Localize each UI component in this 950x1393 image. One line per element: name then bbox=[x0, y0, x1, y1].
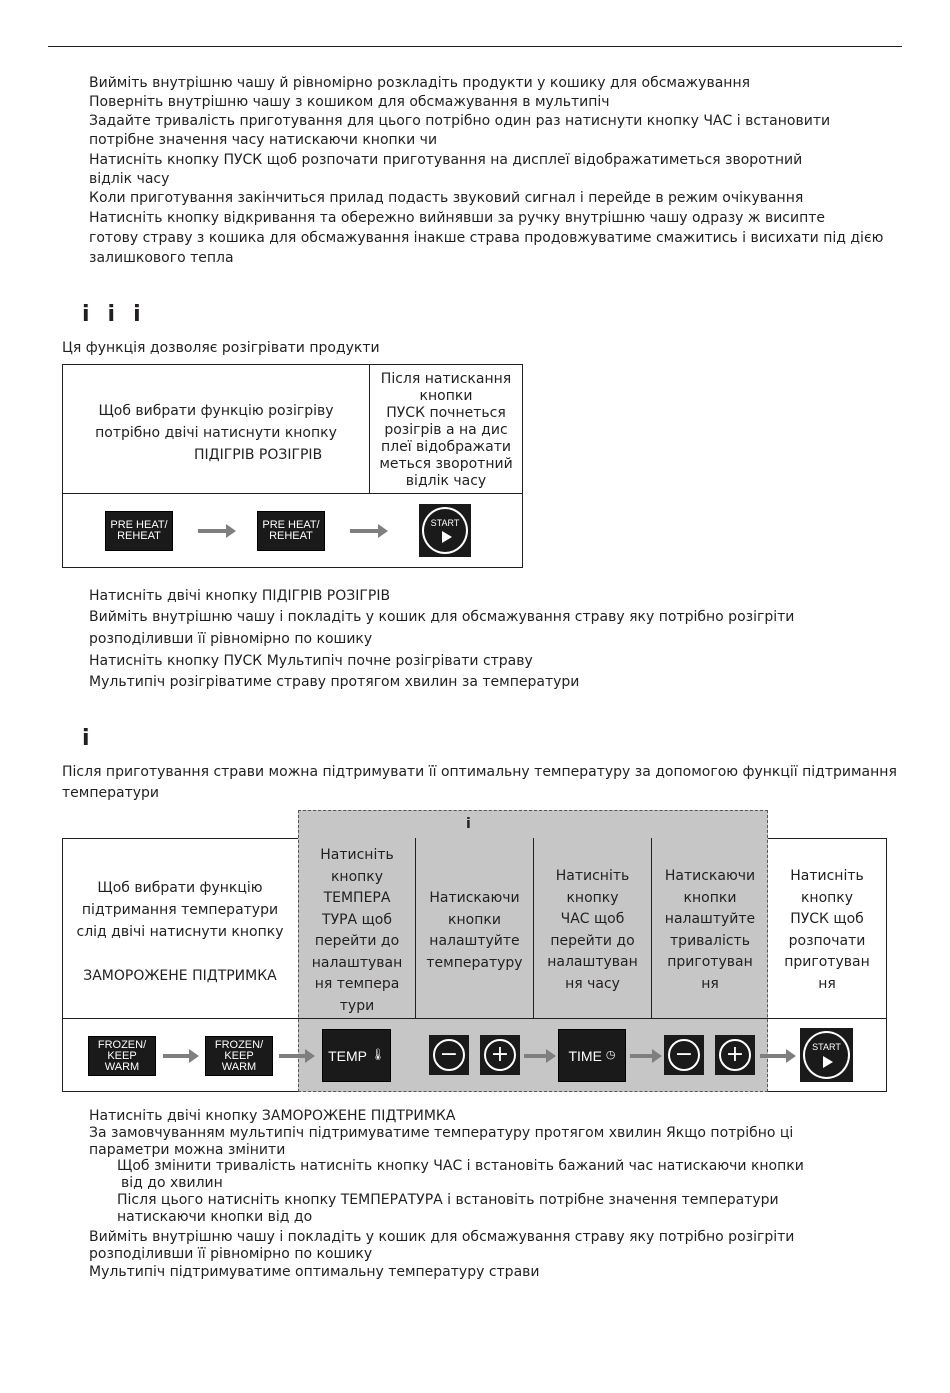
reheat-heading bbox=[82, 302, 159, 327]
text-line: тури bbox=[339, 997, 375, 1014]
button-label: TIME bbox=[568, 1047, 602, 1064]
text-line: налаштуйте bbox=[429, 933, 520, 949]
table-divider bbox=[62, 838, 298, 839]
text-line: Натисніть bbox=[320, 847, 394, 863]
step-line: Коли приготування закінчиться прилад подасть звуковий сигнал і перейде в режим очікування bbox=[89, 190, 804, 206]
step-line: Поверніть внутрішню чашу з кошиком для обсмажування в мультипіч bbox=[89, 94, 610, 110]
step-line: Задайте тривалість приготування для цього потрібно один раз натиснути кнопку ЧАС і встановити bbox=[89, 113, 831, 129]
minus-button[interactable] bbox=[664, 1035, 704, 1075]
step-line: параметри можна змінити bbox=[89, 1142, 286, 1158]
step-line: Мультипіч підтримуватиме оптимальну температуру страви bbox=[89, 1264, 540, 1280]
text-line: налаштуйте bbox=[664, 911, 756, 927]
text-line: розпочати bbox=[788, 932, 866, 949]
button-label: START bbox=[812, 1042, 841, 1053]
temp-adjust-instruction bbox=[416, 888, 533, 974]
text-line: ЗАМОРОЖЕНЕ ПІДТРИМКА bbox=[83, 968, 277, 984]
button-label: KEEP WARM bbox=[104, 1049, 140, 1073]
table-divider bbox=[62, 838, 63, 1092]
arrow-icon bbox=[760, 1049, 796, 1063]
arrow-icon bbox=[630, 1049, 662, 1063]
step-line: розподіливши її рівномірно по кошику bbox=[89, 631, 373, 647]
step-line: Натисніть кнопку ПУСК Мультипіч почне розігрівати страву bbox=[89, 653, 533, 669]
text-line: ЧАС щоб bbox=[560, 911, 625, 927]
temp-instruction bbox=[299, 845, 415, 1017]
time-adjust-instruction bbox=[652, 866, 768, 995]
preheat-reheat-button[interactable] bbox=[105, 511, 173, 551]
text-line: потрібно двічі натиснути кнопку bbox=[95, 425, 337, 441]
text-line: Щоб вибрати функцію bbox=[97, 880, 263, 896]
step-line: Щоб змінити тривалість натисніть кнопку ЧАС і встановіть бажаний час натискаючи кнопки bbox=[117, 1158, 804, 1174]
text-line: приготуван bbox=[667, 954, 753, 970]
text-line: ня темпера bbox=[314, 976, 400, 992]
text-line: Натискаючи bbox=[664, 868, 756, 884]
text-line: приготуван bbox=[784, 954, 870, 970]
text-line: кнопку bbox=[800, 889, 854, 906]
arrow-icon bbox=[524, 1049, 556, 1063]
keep-warm-intro: температури bbox=[62, 785, 159, 801]
step-line: натискаючи кнопки від до bbox=[117, 1209, 313, 1225]
play-icon bbox=[823, 1056, 833, 1068]
text-line: налаштуван bbox=[311, 954, 403, 971]
heading-char: і bbox=[82, 302, 90, 327]
step-line: Мультипіч розігріватиме страву протягом хвилин за температури bbox=[89, 674, 580, 690]
text-line: кнопки bbox=[419, 388, 473, 404]
table-divider bbox=[62, 1018, 887, 1019]
table-divider bbox=[886, 838, 887, 1092]
table-divider bbox=[62, 493, 523, 494]
table-divider bbox=[768, 1091, 887, 1092]
step-line: готову страву з кошика для обсмажування інакше страва продовжуватиме смажитись і висихати під дією bbox=[89, 230, 884, 246]
text-line: кнопку bbox=[566, 889, 619, 906]
keep-warm-instruction bbox=[64, 877, 296, 987]
text-line bbox=[64, 943, 296, 965]
text-line: температуру bbox=[426, 954, 523, 971]
frozen-keep-warm-button[interactable] bbox=[205, 1036, 273, 1076]
text-line: кнопки bbox=[448, 911, 501, 928]
heading-char: і bbox=[107, 302, 116, 327]
step-line: відлік часу bbox=[89, 171, 170, 187]
plus-icon: + bbox=[719, 1039, 751, 1071]
step-line: Натисніть кнопку відкривання та обережно вийнявши за ручку внутрішню чашу одразу ж висипте bbox=[89, 210, 826, 226]
table-divider bbox=[768, 838, 887, 839]
button-label: PRE HEAT/ bbox=[262, 519, 320, 531]
keep-warm-intro: Після приготування страви можна підтримувати її оптимальну температуру за допомогою функції підтримання bbox=[62, 764, 897, 780]
frozen-keep-warm-button[interactable] bbox=[88, 1036, 156, 1076]
text-line: кнопки bbox=[683, 889, 737, 906]
button-label: TEMP bbox=[328, 1047, 367, 1064]
text-line: ПУСК почнеться bbox=[386, 405, 506, 421]
start-instruction bbox=[769, 866, 885, 995]
reheat-after-start bbox=[370, 371, 522, 490]
minus-icon: − bbox=[668, 1039, 700, 1071]
step-line: від до хвилин bbox=[121, 1175, 223, 1191]
minus-icon: − bbox=[433, 1039, 465, 1071]
arrow-icon bbox=[198, 524, 236, 538]
text-line: кнопку bbox=[330, 868, 384, 885]
text-line: плеї відображати bbox=[381, 439, 511, 455]
step-line: За замовчуванням мультипіч підтримуватиме температуру протягом хвилин Якщо потрібно ці bbox=[89, 1125, 794, 1141]
text-line: Натисніть bbox=[555, 868, 630, 884]
step-line: розподіливши її рівномірно по кошику bbox=[89, 1246, 373, 1262]
clock-icon: ◷ bbox=[605, 1049, 616, 1061]
step-line: Натисніть двічі кнопку ПІДІГРІВ РОЗІГРІВ bbox=[89, 588, 391, 604]
step-line: Натисніть двічі кнопку ЗАМОРОЖЕНЕ ПІДТРИМКА bbox=[89, 1108, 456, 1124]
start-button[interactable] bbox=[419, 504, 471, 557]
text-line: розігрів а на дис bbox=[384, 422, 508, 438]
text-line: підтримання температури bbox=[81, 902, 279, 918]
step-line: Вийміть внутрішню чашу і покладіть у кошик для обсмажування страву яку потрібно розігріти bbox=[89, 1229, 795, 1245]
play-icon bbox=[442, 531, 452, 543]
table-divider bbox=[62, 1091, 298, 1092]
keep-warm-heading: і bbox=[82, 726, 90, 751]
plus-button[interactable] bbox=[480, 1035, 520, 1075]
button-label: KEEP WARM bbox=[221, 1049, 257, 1073]
text-line: відлік часу bbox=[405, 473, 487, 489]
text-line: ПІДІГРІВ РОЗІГРІВ bbox=[194, 447, 323, 463]
text-line: Щоб вибрати функцію розігріву bbox=[98, 403, 334, 419]
text-line: налаштуван bbox=[547, 954, 638, 970]
time-button[interactable] bbox=[558, 1029, 626, 1082]
button-label: PRE HEAT/ bbox=[110, 519, 168, 531]
text-line: Після натискання bbox=[380, 371, 512, 387]
button-label: FROZEN/ bbox=[97, 1038, 147, 1051]
button-label: START bbox=[430, 517, 460, 528]
step-line: Вийміть внутрішню чашу й рівномірно розкладіть продукти у кошику для обсмажування bbox=[89, 75, 751, 91]
temp-button[interactable] bbox=[322, 1029, 391, 1082]
step-line: залишкового тепла bbox=[89, 250, 234, 266]
top-rule bbox=[48, 46, 902, 47]
heading-char: і bbox=[133, 302, 141, 327]
text-line: перейти до bbox=[314, 933, 400, 949]
minus-button[interactable] bbox=[429, 1035, 469, 1075]
text-line: Натисніть bbox=[790, 868, 864, 884]
arrow-icon bbox=[350, 524, 388, 538]
text-line: ня часу bbox=[565, 975, 620, 992]
button-label: REHEAT bbox=[269, 530, 313, 542]
button-label: FROZEN/ bbox=[214, 1038, 264, 1051]
plus-icon: + bbox=[484, 1039, 516, 1071]
text-line: слід двічі натиснути кнопку bbox=[76, 924, 284, 940]
text-line: тривалість bbox=[670, 932, 750, 949]
arrow-icon bbox=[279, 1049, 315, 1063]
text-line: ня bbox=[818, 975, 836, 992]
step-line: Натисніть кнопку ПУСК щоб розпочати приготування на дисплеї відображатиметься зворотний bbox=[89, 152, 803, 168]
thermometer-icon: 🌡 bbox=[370, 1049, 385, 1061]
text-line: ня bbox=[701, 975, 719, 992]
text-line: ТУРА щоб bbox=[322, 911, 392, 928]
step-line: потрібне значення часу натискаючи кнопки чи bbox=[89, 132, 438, 148]
text-line: ПУСК щоб bbox=[790, 911, 864, 927]
time-instruction bbox=[534, 866, 651, 995]
optional-label: і bbox=[466, 816, 471, 832]
step-line: Після цього натисніть кнопку ТЕМПЕРАТУРА і встановіть потрібне значення температури bbox=[117, 1192, 779, 1208]
button-label: REHEAT bbox=[117, 530, 161, 542]
reheat-instruction bbox=[64, 400, 368, 466]
text-line: меться зворотний bbox=[379, 456, 513, 472]
reheat-intro: Ця функція дозволяє розігрівати продукти bbox=[62, 340, 380, 356]
step-line: Вийміть внутрішню чашу і покладіть у кошик для обсмажування страву яку потрібно розігріти bbox=[89, 609, 795, 625]
text-line: ТЕМПЕРА bbox=[323, 890, 391, 906]
text-line: перейти до bbox=[550, 932, 635, 949]
arrow-icon bbox=[163, 1049, 199, 1063]
start-button[interactable] bbox=[800, 1028, 853, 1082]
preheat-reheat-button[interactable] bbox=[257, 511, 325, 551]
plus-button[interactable] bbox=[715, 1035, 755, 1075]
text-line: Натискаючи bbox=[429, 890, 520, 906]
